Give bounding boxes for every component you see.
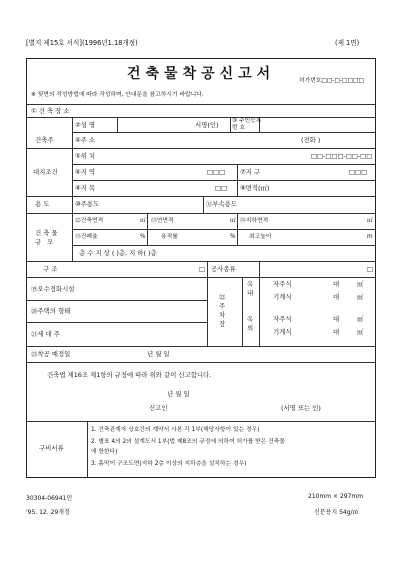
location-label: ⑤위 치 — [75, 152, 96, 160]
coverage-label: ⑮건폐율 — [75, 234, 98, 240]
area-label: ⑨면적(㎡) — [240, 184, 270, 192]
land-label: 대지조건 — [33, 168, 58, 176]
indoor-self-unit: 대 — [333, 280, 340, 288]
underground-area-unit: ㎡ — [367, 218, 373, 224]
applicant-label: 신고인 — [149, 404, 168, 412]
outdoor-self-label: 자주식 — [273, 315, 292, 323]
phone-label: (전화 ) — [301, 136, 321, 144]
indoor-label: 옥 내 — [247, 280, 254, 297]
indoor-mech-label: 기계식 — [273, 293, 292, 301]
signature-label: (서명 또는 인) — [281, 404, 321, 412]
work-type-box: □ — [367, 265, 374, 273]
sub-use-label: ⑪부속용도 — [206, 200, 238, 208]
site-label: ① 건 축 장 소 — [31, 107, 70, 115]
attachment-item: 1. 건축관계자 상호간의 계약서 사본 각 1부(해당사항이 있는 경우) — [91, 427, 260, 433]
name-label: ②성 명 — [75, 121, 96, 129]
max-height-unit: m — [367, 234, 373, 240]
floors-line: 층 수 지 상 ( )층, 지 하( )층 — [79, 249, 157, 257]
use-label: 용 도 — [35, 200, 50, 208]
seal-label: 서명(인) — [195, 121, 219, 129]
structure-box: □ — [199, 265, 206, 273]
structure-label: 구 조 — [43, 265, 58, 273]
form-title: 건축물착공신고서 — [127, 66, 276, 82]
outdoor-self-m2: ㎡ — [357, 315, 364, 323]
work-type-label: 공사종류 — [211, 265, 236, 273]
jimok-box: □□ — [215, 184, 228, 192]
region-label: ⑥지 역 — [75, 168, 96, 176]
building-area-unit: ㎡ — [140, 218, 146, 224]
indoor-self-m2: ㎡ — [357, 280, 364, 288]
form-id: [별지 제15호 서식](1996년1.18개정) — [26, 39, 138, 47]
owner-label: 건축주 — [35, 136, 54, 144]
far-label: 용적률 — [161, 234, 178, 240]
households-label: ㉑세 대 주 — [31, 330, 60, 338]
footer-code: 30304-06941민 — [26, 495, 73, 502]
indoor-mech-m2: ㎡ — [357, 293, 364, 301]
max-height-label: 최고높이 — [249, 234, 272, 240]
coverage-unit: % — [140, 234, 146, 240]
main-use-label: ⑩주용도 — [75, 200, 100, 208]
declaration-text: 건축법 제16조 제1항의 규정에 따라 위와 같이 신고합니다. — [47, 371, 212, 379]
indoor-self-label: 자주식 — [273, 280, 292, 288]
notice-text: ※ 뒷면의 작성방법에 따라 작성하며, 안내문을 참고하시기 바랍니다. — [31, 92, 204, 98]
attachment-item: 에 한한다) — [91, 449, 118, 455]
floor-area-unit: ㎡ — [230, 218, 236, 224]
outdoor-mech-unit: 대 — [333, 328, 340, 336]
address-label: ④주 소 — [75, 136, 96, 144]
attachments-label: 구비서류 — [39, 444, 64, 452]
floor-area-label: ⑬연면적 — [151, 218, 174, 224]
building-area-label: ⑫건축면적 — [75, 218, 104, 224]
form-table — [26, 58, 376, 478]
page-number: (제 1면) — [335, 39, 360, 47]
attachment-item: 2. 별표 4의 2의 설계도서 1부(법 제8조의 규정에 의하여 허가를 받은 건축물 — [91, 439, 286, 445]
footer-size: 210mm × 297mm — [308, 493, 364, 500]
outdoor-self-unit: 대 — [333, 315, 340, 323]
outdoor-mech-label: 기계식 — [273, 328, 292, 336]
footer-paper: 신문용지 54g/㎡ — [314, 509, 359, 516]
district-label: ⑦지 구 — [240, 168, 261, 176]
region-box: □□□ — [207, 168, 226, 176]
district-box: □□□ — [349, 168, 368, 176]
far-unit: % — [230, 234, 236, 240]
scale-label: 건 축 물 규 모 — [35, 229, 58, 246]
jimok-label: ⑧지 목 — [75, 184, 96, 192]
permit-number: 허가번호□□-□-□□□□ — [299, 78, 364, 84]
start-date-value: 년 월 일 — [147, 350, 170, 358]
house-type-label: ⑳주택의 형태 — [31, 307, 71, 315]
parking-label: ㉒ 주 차 장 — [219, 293, 226, 328]
location-code: □□-□□□-□□-□□ — [311, 152, 373, 160]
attachment-item: 3. 흙막이 구조도면(지하 2층 이상의 지하층을 설치하는 경우) — [91, 461, 247, 467]
declaration-date: 년 월 일 — [167, 390, 190, 398]
outdoor-mech-m2: ㎡ — [357, 328, 364, 336]
underground-area-label: ⑭지하면적 — [240, 218, 269, 224]
outdoor-label: 옥 외 — [247, 315, 254, 332]
septic-label: ⑲오수정화시설 — [31, 285, 75, 293]
rrn-label: ③ 주민등록 번 호 — [232, 118, 262, 131]
indoor-mech-unit: 대 — [333, 293, 340, 301]
start-date-label: ㉓착공 예정일 — [31, 350, 71, 358]
footer-date: '95. 12. 29개정 — [26, 509, 70, 516]
